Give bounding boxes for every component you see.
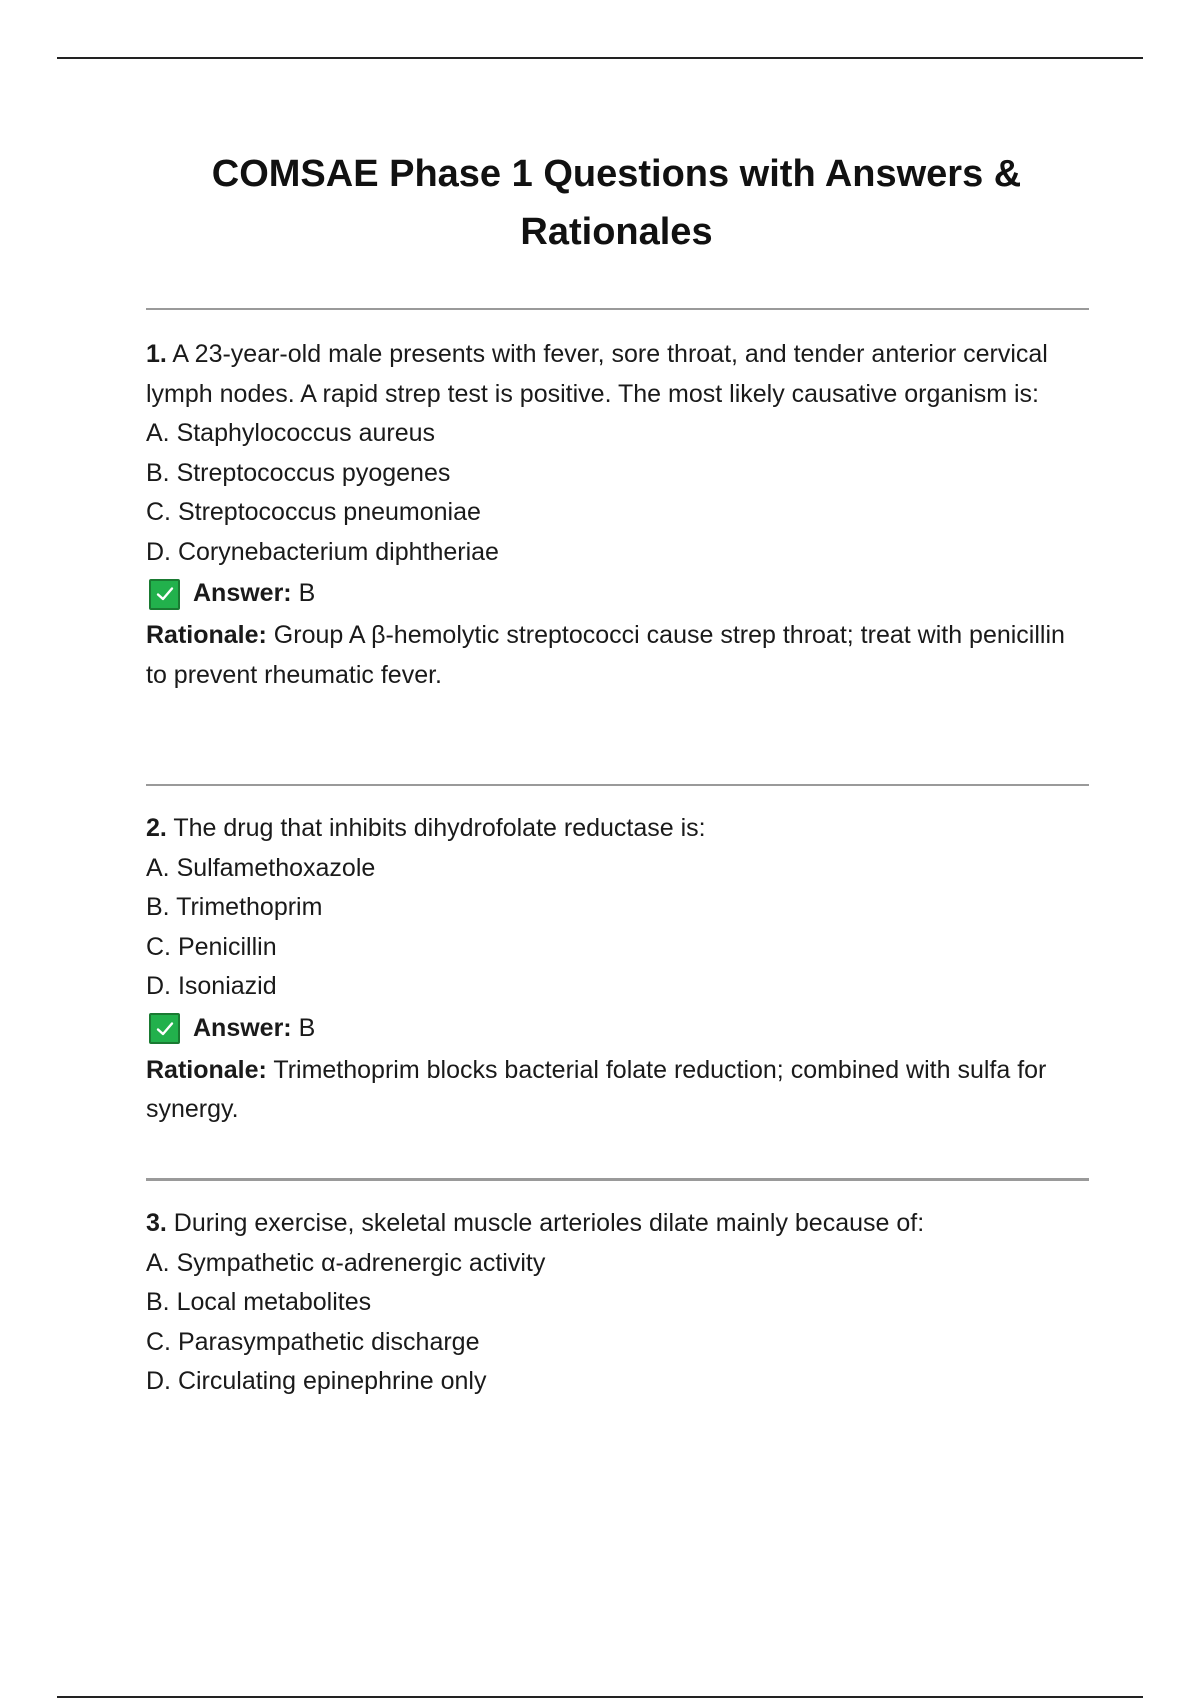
question-text: During exercise, skeletal muscle arterioles dilate mainly because of: [166, 1209, 925, 1237]
page-bottom-rule [57, 1696, 1143, 1698]
rationale [146, 616, 1089, 695]
question-3 [146, 1204, 1089, 1402]
option-c: C. Streptococcus pneumoniae [146, 498, 481, 526]
question-number: 1. [146, 340, 167, 368]
option-b: B. Local metabolites [146, 1288, 372, 1316]
section-divider [146, 784, 1089, 786]
question-stem [146, 1204, 1089, 1244]
option-c: C. Parasympathetic discharge [146, 1327, 480, 1356]
title-line-1: COMSAE Phase 1 Questions with Answers & [211, 153, 1022, 195]
question-text: A 23-year-old male presents with fever, sore throat, and tender anterior cervical lymph nodes. A rapid strep test is positive. The most likely causative organism is: [146, 340, 1048, 408]
question-number: 3. [146, 1209, 167, 1237]
check-mark-icon [149, 1013, 180, 1044]
question-stem [146, 335, 1089, 414]
answer-label: Answer: [193, 579, 292, 608]
rationale-label: Rationale: [146, 1055, 267, 1084]
question-stem [146, 809, 1089, 849]
section-divider [146, 308, 1089, 310]
rationale-text: Trimethoprim blocks bacterial folate reduction; combined with sulfa for synergy. [146, 1055, 1047, 1123]
answer-value: B [298, 579, 316, 608]
question-number: 2. [146, 814, 167, 842]
answer-label: Answer: [193, 1013, 292, 1042]
question-2 [146, 809, 1089, 1130]
title-line-2: Rationales [520, 211, 713, 253]
question-text: The drug that inhibits dihydrofolate reductase is: [166, 814, 706, 842]
answer-value: B [298, 1013, 316, 1042]
option-b: B. Streptococcus pyogenes [146, 458, 451, 487]
option-d: D. Corynebacterium diphtheriae [146, 537, 499, 566]
answer-line [146, 1007, 1089, 1051]
check-mark-icon [149, 579, 180, 610]
rationale [146, 1051, 1089, 1130]
page-top-rule [57, 57, 1143, 59]
option-a: A. Staphylococcus aureus [146, 419, 436, 447]
question-1 [146, 335, 1089, 695]
answer-line [146, 572, 1089, 616]
document-title [0, 145, 1200, 261]
option-c: C. Penicillin [146, 932, 277, 961]
option-a: A. Sulfamethoxazole [146, 853, 376, 882]
option-b: B. Trimethoprim [146, 893, 323, 921]
section-divider [146, 1178, 1089, 1181]
option-d: D. Isoniazid [146, 972, 277, 1000]
rationale-label: Rationale: [146, 621, 267, 649]
option-d: D. Circulating epinephrine only [146, 1367, 487, 1395]
option-a: A. Sympathetic α-adrenergic activity [146, 1248, 546, 1277]
rationale-text: Group A β-hemolytic streptococci cause strep throat; treat with penicillin to prevent rheumatic fever. [146, 621, 1065, 689]
